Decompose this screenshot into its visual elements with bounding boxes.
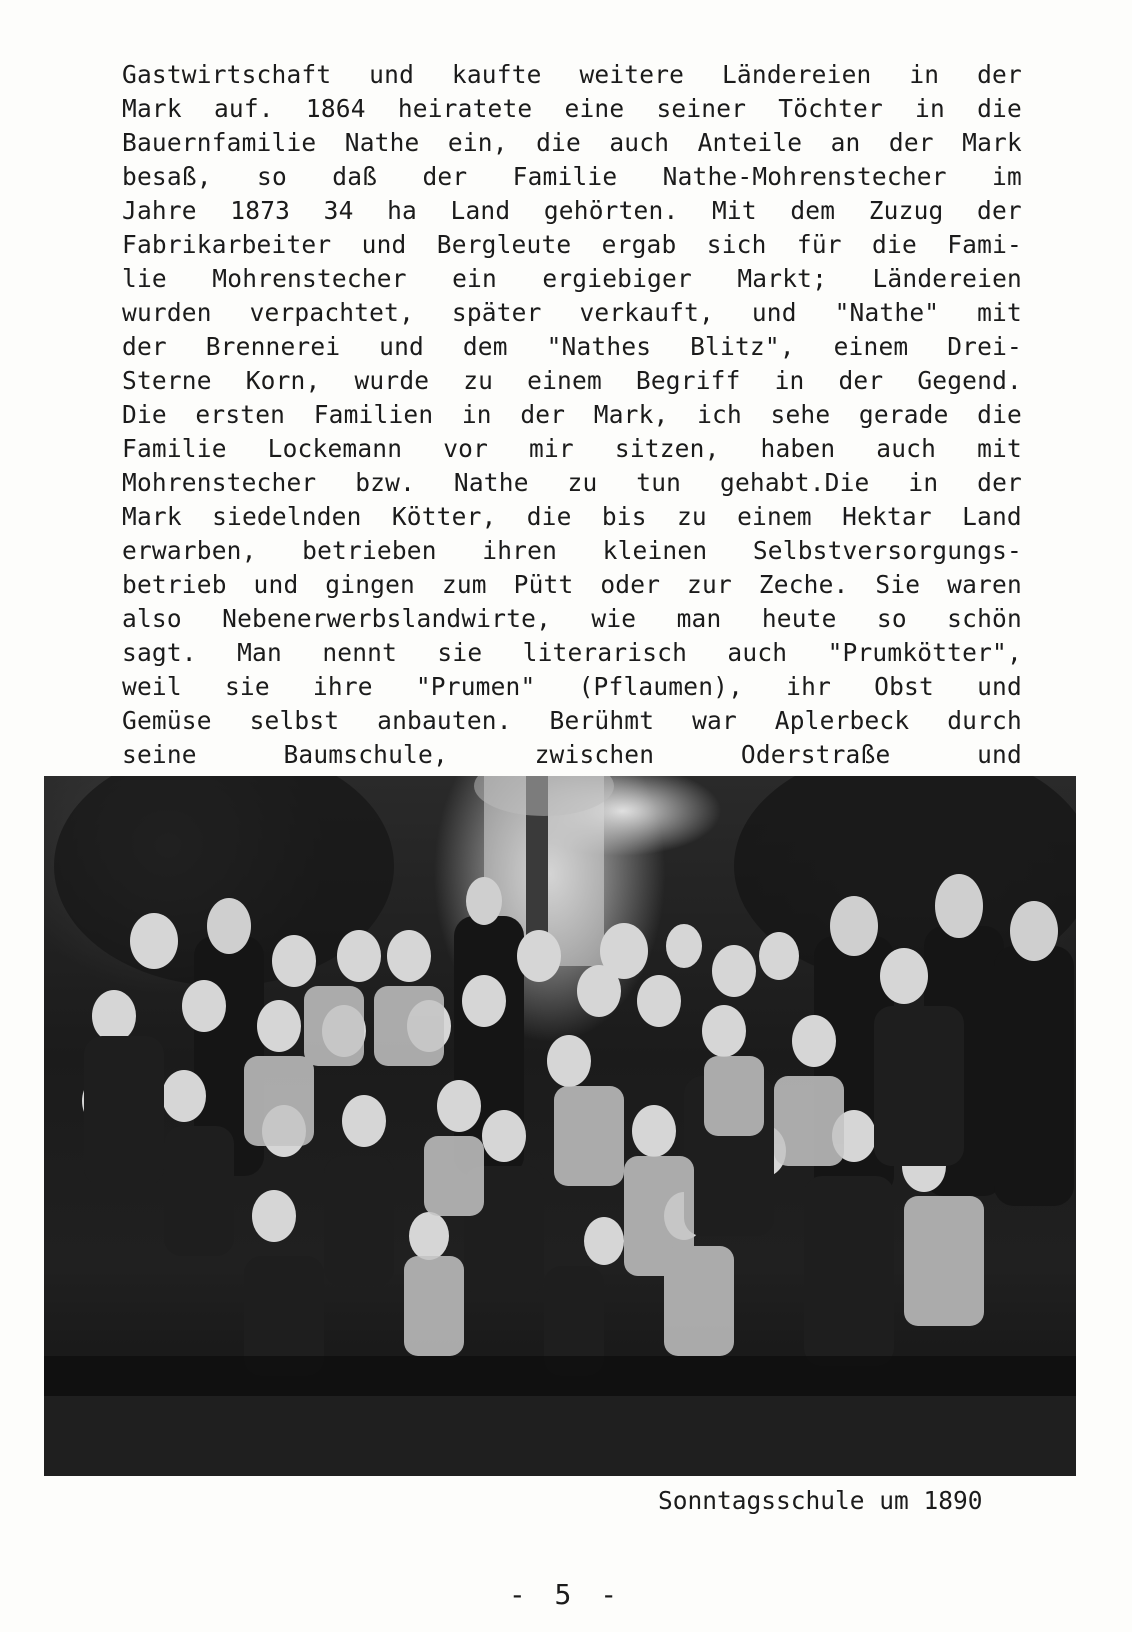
word: auch [727,638,788,667]
text-line [122,704,1022,738]
word: heute [761,604,837,633]
word: der [122,332,167,361]
word: dem [462,332,508,361]
word: sagt. [122,638,197,667]
word: gerade [858,400,949,429]
word: Jahre [122,196,197,225]
word: bis [601,502,647,531]
word: ha [387,196,417,225]
text-line [122,636,1022,670]
word: ergab [601,230,677,259]
word: Die [122,400,167,429]
word: für [796,230,842,259]
word: der [888,128,934,157]
word: "Prumen" [415,672,536,701]
word: tun [636,468,682,497]
word: Kötter, [391,502,497,531]
word: sehe [770,400,831,429]
word: heiratete [397,94,533,123]
word: bzw. [355,468,416,497]
text-line [122,330,1022,364]
word: zu [676,502,707,531]
word: Lockemann [267,434,403,463]
word: Mark [962,128,1022,157]
word: die [526,502,572,531]
word: auch [876,434,937,463]
word: erwarben, [122,536,257,565]
word: gingen [325,570,415,599]
text-line [122,194,1022,228]
word: weil [122,672,182,701]
word: wurde [354,366,430,395]
word: "Prumkötter", [827,638,1022,667]
text-line [122,738,1022,772]
word: Mark [122,94,182,123]
word: man [676,604,722,633]
word: besaß, [122,162,212,191]
word: und [379,332,424,361]
word: Sterne [122,366,212,395]
word: die [536,128,581,157]
word: Begriff [635,366,741,395]
word: der [838,366,884,395]
word: auf. [213,94,274,123]
word: "Nathes [546,332,652,361]
word: Oderstraße [740,740,891,769]
word: Zeche. [758,570,849,599]
word: und [361,230,407,259]
word: in [774,366,805,395]
word: der [977,468,1022,497]
word: zu [567,468,598,497]
word: verpachtet, [249,298,415,327]
word: 1864 [305,94,366,123]
word: Bauernfamilie [122,128,317,157]
word: Ländereien [721,60,872,89]
word: mir [529,434,574,463]
word: weitere [579,60,685,89]
word: siedelnden [212,502,362,531]
word: zur [687,570,732,599]
word: Fami- [947,230,1022,259]
word: ihren [482,536,558,565]
text-line [122,602,1022,636]
word: literarisch [522,638,688,667]
word: der [520,400,566,429]
word: war [692,706,737,735]
word: in [915,94,945,123]
word: betrieb [122,570,227,599]
word: Markt; [737,264,828,293]
word: wie [591,604,637,633]
word: Nathe [344,128,420,157]
word: und [977,740,1022,769]
word: ich [697,400,742,429]
word: Baumschule, [283,740,448,769]
word: Blitz", [690,332,795,361]
word: mit [977,434,1022,463]
word: der [422,162,468,191]
word: Korn, [245,366,321,395]
word: Mohrenstecher [122,468,317,497]
word: Man [237,638,282,667]
word: an [830,128,861,157]
word: und [751,298,797,327]
text-line [122,126,1022,160]
word: ihr [786,672,832,701]
word: Hektar [842,502,932,531]
word: ergiebiger [542,264,692,293]
text-line [122,500,1022,534]
group-photograph [44,776,1076,1476]
word: der [977,60,1022,89]
word: die [977,400,1022,429]
word: einem [737,502,812,531]
word: Sie [875,570,921,599]
page-number: - 5 - [508,1578,624,1611]
word: Töchter [778,94,883,123]
word: Land [962,502,1022,531]
word: später [451,298,542,327]
word: Nathe [453,468,529,497]
word: schön [947,604,1022,633]
word: der [977,196,1022,225]
word: ihre [312,672,373,701]
text-line [122,364,1022,398]
word: und [253,570,299,599]
word: in [909,60,940,89]
word: Gemüse [122,706,212,735]
word: also [122,604,182,633]
word: Nebenerwerbslandwirte, [222,604,552,633]
word: auch [609,128,670,157]
text-line [122,466,1022,500]
text-line [122,296,1022,330]
word: Brennerei [205,332,341,361]
word: so [876,604,907,633]
photo-caption: Sonntagsschule um 1890 [658,1486,983,1515]
word: 1873 [230,196,291,225]
word: im [992,162,1022,191]
photo-figures [44,776,1076,1476]
word: Obst [874,672,934,701]
word: und [369,60,415,89]
word: Aplerbeck [774,706,910,735]
word: Zuzug [868,196,944,225]
word: Familie [512,162,618,191]
text-line [122,568,1022,602]
text-line [122,92,1022,126]
word: Gegend. [917,366,1022,395]
word: betrieben [302,536,437,565]
word: Familie [122,434,227,463]
text-line [122,432,1022,466]
word: einem [833,332,909,361]
word: oder [600,570,661,599]
word: sie [224,672,270,701]
word: verkauft, [579,298,714,327]
word: Mit [711,196,757,225]
word: haben [760,434,836,463]
word: und [977,672,1022,701]
word: kaufte [451,60,542,89]
word: 34 [323,196,354,225]
word: Mark [122,502,182,531]
text-line [122,58,1022,92]
word: Selbstversorgungs- [752,536,1022,565]
word: vor [443,434,489,463]
text-line [122,262,1022,296]
body-text [122,58,1022,772]
word: ein [452,264,497,293]
word: mit [977,298,1022,327]
word: seine [122,740,197,769]
word: Ländereien [872,264,1022,293]
word: Fabrikarbeiter [122,230,332,259]
word: Mark, [593,400,669,429]
word: Nathe-Mohrenstecher [662,162,947,191]
word: seiner [656,94,747,123]
word: ein, [447,128,508,157]
word: gehörten. [543,196,679,225]
text-line [122,228,1022,262]
word: zwischen [534,740,655,769]
word: die [977,94,1022,123]
word: lie [122,264,167,293]
word: (Pflaumen), [578,672,744,701]
word: sie [437,638,483,667]
word: Anteile [697,128,803,157]
text-line [122,534,1022,568]
word: Familien [313,400,434,429]
word: selbst [249,706,340,735]
word: die [872,230,917,259]
word: kleinen [602,536,708,565]
word: sitzen, [614,434,720,463]
text-line [122,398,1022,432]
word: dem [790,196,836,225]
word: Berühmt [549,706,655,735]
word: in [461,400,492,429]
word: nennt [322,638,398,667]
word: sich [706,230,767,259]
text-line [122,160,1022,194]
word: ersten [195,400,286,429]
word: zum [441,570,487,599]
word: daß [332,162,378,191]
word: waren [947,570,1022,599]
word: wurden [122,298,212,327]
word: Drei- [947,332,1022,361]
word: anbauten. [377,706,512,735]
word: einem [527,366,602,395]
text-line [122,670,1022,704]
word: "Nathe" [834,298,940,327]
word: Bergleute [436,230,572,259]
word: eine [564,94,625,123]
word: Land [450,196,511,225]
word: in [908,468,939,497]
word: Mohrenstecher [212,264,407,293]
word: Gastwirtschaft [122,60,332,89]
word: zu [463,366,494,395]
word: so [257,162,287,191]
word: gehabt.Die [720,468,870,497]
word: durch [947,706,1022,735]
word: Pütt [513,570,574,599]
